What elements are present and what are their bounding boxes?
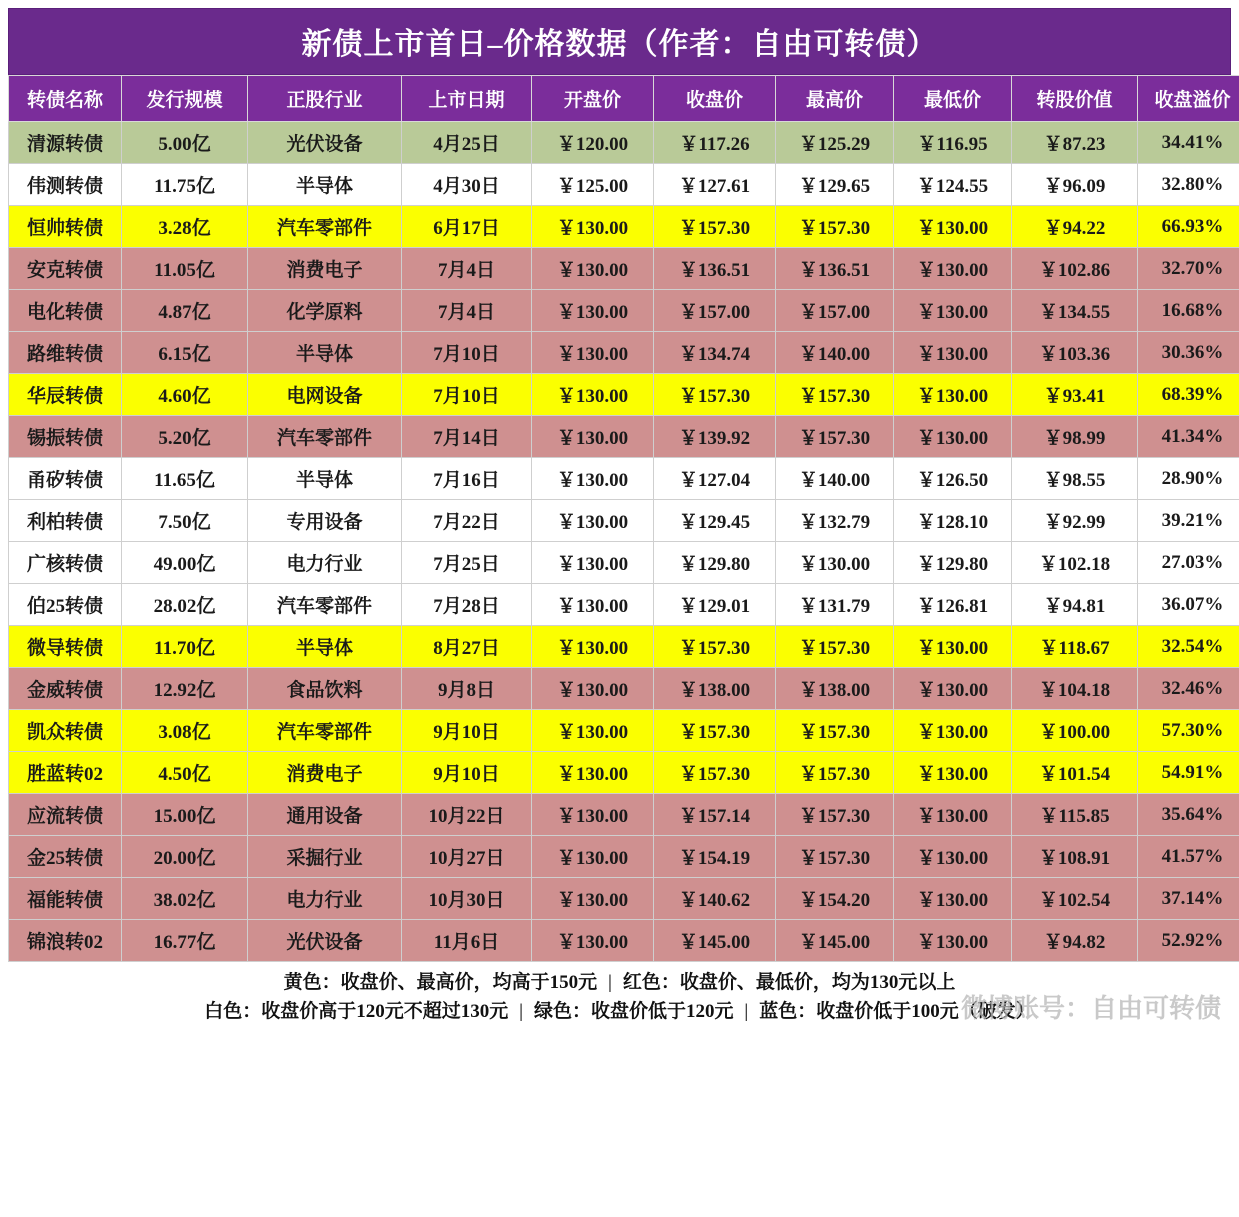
cell-open-price: ￥130.00	[532, 416, 654, 458]
cell-list-date: 7月16日	[402, 458, 532, 500]
page-title: 新债上市首日–价格数据（作者：自由可转债）	[8, 8, 1231, 75]
cell-close-price: ￥157.30	[654, 626, 776, 668]
cell-low-price: ￥130.00	[894, 626, 1012, 668]
cell-industry: 汽车零部件	[248, 206, 402, 248]
cell-list-date: 10月22日	[402, 794, 532, 836]
cell-high-price: ￥157.30	[776, 836, 894, 878]
cell-close-price: ￥157.30	[654, 206, 776, 248]
cell-list-date: 7月10日	[402, 374, 532, 416]
cell-bond-name: 伯25转债	[9, 584, 122, 626]
cell-list-date: 10月27日	[402, 836, 532, 878]
cell-close-price: ￥140.62	[654, 878, 776, 920]
cell-bond-name: 伟测转债	[9, 164, 122, 206]
cell-low-price: ￥126.50	[894, 458, 1012, 500]
cell-close-premium: 57.30%	[1138, 710, 1239, 752]
cell-open-price: ￥130.00	[532, 290, 654, 332]
column-header-low: 最低价	[894, 76, 1012, 122]
table-row	[9, 584, 1239, 626]
cell-industry: 汽车零部件	[248, 710, 402, 752]
cell-list-date: 10月30日	[402, 878, 532, 920]
cell-issue-scale: 5.00亿	[122, 122, 248, 164]
cell-list-date: 4月25日	[402, 122, 532, 164]
footnote-separator: |	[607, 972, 613, 993]
table-header	[9, 76, 1239, 122]
cell-list-date: 6月17日	[402, 206, 532, 248]
cell-close-price: ￥154.19	[654, 836, 776, 878]
cell-issue-scale: 3.28亿	[122, 206, 248, 248]
cell-close-price: ￥157.14	[654, 794, 776, 836]
cell-high-price: ￥157.30	[776, 752, 894, 794]
cell-close-price: ￥129.45	[654, 500, 776, 542]
cell-bond-name: 福能转债	[9, 878, 122, 920]
cell-bond-name: 胜蓝转02	[9, 752, 122, 794]
cell-conversion-value: ￥108.91	[1012, 836, 1138, 878]
cell-industry: 电力行业	[248, 542, 402, 584]
cell-low-price: ￥130.00	[894, 710, 1012, 752]
cell-close-premium: 52.92%	[1138, 920, 1239, 962]
cell-high-price: ￥131.79	[776, 584, 894, 626]
cell-industry: 半导体	[248, 626, 402, 668]
cell-low-price: ￥129.80	[894, 542, 1012, 584]
cell-high-price: ￥138.00	[776, 668, 894, 710]
cell-industry: 汽车零部件	[248, 416, 402, 458]
cell-open-price: ￥130.00	[532, 752, 654, 794]
cell-high-price: ￥157.30	[776, 710, 894, 752]
cell-industry: 电网设备	[248, 374, 402, 416]
cell-industry: 消费电子	[248, 752, 402, 794]
cell-high-price: ￥145.00	[776, 920, 894, 962]
cell-low-price: ￥130.00	[894, 836, 1012, 878]
cell-low-price: ￥130.00	[894, 332, 1012, 374]
footnote-line-1	[8, 968, 1231, 997]
column-header-name: 转债名称	[9, 76, 122, 122]
cell-close-premium: 32.80%	[1138, 164, 1239, 206]
cell-issue-scale: 7.50亿	[122, 500, 248, 542]
cell-high-price: ￥157.30	[776, 794, 894, 836]
cell-close-price: ￥134.74	[654, 332, 776, 374]
table-row	[9, 752, 1239, 794]
cell-list-date: 7月22日	[402, 500, 532, 542]
cell-bond-name: 清源转债	[9, 122, 122, 164]
cell-open-price: ￥130.00	[532, 374, 654, 416]
cell-high-price: ￥130.00	[776, 542, 894, 584]
cell-open-price: ￥130.00	[532, 332, 654, 374]
cell-list-date: 4月30日	[402, 164, 532, 206]
cell-open-price: ￥125.00	[532, 164, 654, 206]
cell-high-price: ￥140.00	[776, 458, 894, 500]
cell-low-price: ￥130.00	[894, 794, 1012, 836]
cell-close-price: ￥157.30	[654, 710, 776, 752]
cell-high-price: ￥154.20	[776, 878, 894, 920]
cell-close-price: ￥157.30	[654, 374, 776, 416]
cell-close-price: ￥139.92	[654, 416, 776, 458]
table-row	[9, 710, 1239, 752]
footnote-separator-2: |	[519, 1001, 524, 1023]
cell-close-premium: 36.07%	[1138, 584, 1239, 626]
cell-close-price: ￥117.26	[654, 122, 776, 164]
table-header-row	[9, 76, 1239, 122]
cell-conversion-value: ￥103.36	[1012, 332, 1138, 374]
cell-high-price: ￥157.30	[776, 416, 894, 458]
cell-list-date: 9月10日	[402, 752, 532, 794]
cell-conversion-value: ￥115.85	[1012, 794, 1138, 836]
bond-price-table	[8, 75, 1239, 962]
cell-bond-name: 应流转债	[9, 794, 122, 836]
cell-industry: 食品饮料	[248, 668, 402, 710]
cell-high-price: ￥157.30	[776, 206, 894, 248]
cell-conversion-value: ￥104.18	[1012, 668, 1138, 710]
cell-list-date: 9月10日	[402, 710, 532, 752]
cell-low-price: ￥130.00	[894, 248, 1012, 290]
cell-low-price: ￥130.00	[894, 920, 1012, 962]
cell-open-price: ￥130.00	[532, 500, 654, 542]
cell-low-price: ￥130.00	[894, 752, 1012, 794]
cell-high-price: ￥132.79	[776, 500, 894, 542]
cell-list-date: 11月6日	[402, 920, 532, 962]
cell-low-price: ￥130.00	[894, 206, 1012, 248]
cell-close-premium: 32.46%	[1138, 668, 1239, 710]
cell-low-price: ￥126.81	[894, 584, 1012, 626]
cell-bond-name: 金威转债	[9, 668, 122, 710]
cell-high-price: ￥157.00	[776, 290, 894, 332]
cell-issue-scale: 11.05亿	[122, 248, 248, 290]
cell-high-price: ￥157.30	[776, 626, 894, 668]
cell-conversion-value: ￥134.55	[1012, 290, 1138, 332]
cell-issue-scale: 11.70亿	[122, 626, 248, 668]
cell-conversion-value: ￥118.67	[1012, 626, 1138, 668]
cell-conversion-value: ￥94.81	[1012, 584, 1138, 626]
table-row	[9, 626, 1239, 668]
cell-close-premium: 30.36%	[1138, 332, 1239, 374]
table-row	[9, 542, 1239, 584]
cell-close-price: ￥157.00	[654, 290, 776, 332]
cell-issue-scale: 11.75亿	[122, 164, 248, 206]
cell-bond-name: 凯众转债	[9, 710, 122, 752]
cell-industry: 专用设备	[248, 500, 402, 542]
cell-industry: 通用设备	[248, 794, 402, 836]
cell-conversion-value: ￥98.55	[1012, 458, 1138, 500]
cell-conversion-value: ￥96.09	[1012, 164, 1138, 206]
cell-list-date: 9月8日	[402, 668, 532, 710]
table-row	[9, 836, 1239, 878]
cell-issue-scale: 4.87亿	[122, 290, 248, 332]
cell-close-premium: 16.68%	[1138, 290, 1239, 332]
cell-open-price: ￥130.00	[532, 542, 654, 584]
cell-close-premium: 68.39%	[1138, 374, 1239, 416]
cell-close-premium: 37.14%	[1138, 878, 1239, 920]
cell-conversion-value: ￥94.22	[1012, 206, 1138, 248]
footnote-separator-3: |	[744, 1001, 749, 1023]
cell-conversion-value: ￥98.99	[1012, 416, 1138, 458]
cell-high-price: ￥136.51	[776, 248, 894, 290]
cell-list-date: 7月25日	[402, 542, 532, 584]
cell-close-premium: 34.41%	[1138, 122, 1239, 164]
cell-issue-scale: 15.00亿	[122, 794, 248, 836]
cell-industry: 电力行业	[248, 878, 402, 920]
cell-industry: 采掘行业	[248, 836, 402, 878]
cell-low-price: ￥130.00	[894, 374, 1012, 416]
cell-conversion-value: ￥92.99	[1012, 500, 1138, 542]
cell-close-price: ￥127.04	[654, 458, 776, 500]
cell-issue-scale: 4.50亿	[122, 752, 248, 794]
cell-close-premium: 39.21%	[1138, 500, 1239, 542]
cell-high-price: ￥157.30	[776, 374, 894, 416]
cell-open-price: ￥130.00	[532, 206, 654, 248]
cell-low-price: ￥124.55	[894, 164, 1012, 206]
cell-low-price: ￥130.00	[894, 416, 1012, 458]
cell-conversion-value: ￥100.00	[1012, 710, 1138, 752]
cell-high-price: ￥125.29	[776, 122, 894, 164]
table-row	[9, 122, 1239, 164]
cell-bond-name: 恒帅转债	[9, 206, 122, 248]
table-row	[9, 878, 1239, 920]
cell-open-price: ￥130.00	[532, 836, 654, 878]
cell-conversion-value: ￥93.41	[1012, 374, 1138, 416]
cell-list-date: 8月27日	[402, 626, 532, 668]
footnote-green: 绿色：收盘价低于120元	[533, 1001, 734, 1023]
cell-list-date: 7月28日	[402, 584, 532, 626]
cell-conversion-value: ￥94.82	[1012, 920, 1138, 962]
cell-issue-scale: 20.00亿	[122, 836, 248, 878]
footnote-blue: 蓝色：收盘价低于100元（破发）	[759, 1001, 1035, 1023]
cell-open-price: ￥130.00	[532, 794, 654, 836]
cell-close-price: ￥129.01	[654, 584, 776, 626]
cell-industry: 光伏设备	[248, 122, 402, 164]
table-row	[9, 668, 1239, 710]
cell-open-price: ￥120.00	[532, 122, 654, 164]
cell-bond-name: 华辰转债	[9, 374, 122, 416]
cell-open-price: ￥130.00	[532, 710, 654, 752]
cell-low-price: ￥130.00	[894, 878, 1012, 920]
cell-industry: 半导体	[248, 458, 402, 500]
cell-issue-scale: 4.60亿	[122, 374, 248, 416]
cell-bond-name: 利柏转债	[9, 500, 122, 542]
cell-close-price: ￥136.51	[654, 248, 776, 290]
cell-open-price: ￥130.00	[532, 668, 654, 710]
cell-bond-name: 甬矽转债	[9, 458, 122, 500]
cell-close-premium: 41.34%	[1138, 416, 1239, 458]
cell-list-date: 7月14日	[402, 416, 532, 458]
cell-bond-name: 广核转债	[9, 542, 122, 584]
cell-conversion-value: ￥87.23	[1012, 122, 1138, 164]
cell-conversion-value: ￥102.54	[1012, 878, 1138, 920]
cell-bond-name: 电化转债	[9, 290, 122, 332]
cell-low-price: ￥130.00	[894, 290, 1012, 332]
cell-industry: 半导体	[248, 164, 402, 206]
cell-open-price: ￥130.00	[532, 920, 654, 962]
cell-close-premium: 32.70%	[1138, 248, 1239, 290]
cell-list-date: 7月4日	[402, 290, 532, 332]
table-row	[9, 500, 1239, 542]
table-row	[9, 332, 1239, 374]
table-row	[9, 164, 1239, 206]
cell-bond-name: 锦浪转02	[9, 920, 122, 962]
table-body	[9, 122, 1239, 962]
cell-close-premium: 41.57%	[1138, 836, 1239, 878]
cell-issue-scale: 38.02亿	[122, 878, 248, 920]
cell-issue-scale: 28.02亿	[122, 584, 248, 626]
cell-issue-scale: 6.15亿	[122, 332, 248, 374]
cell-high-price: ￥140.00	[776, 332, 894, 374]
footnote-line-2	[8, 997, 1231, 1026]
table-row	[9, 416, 1239, 458]
cell-issue-scale: 11.65亿	[122, 458, 248, 500]
table-row	[9, 374, 1239, 416]
cell-industry: 化学原料	[248, 290, 402, 332]
cell-bond-name: 路维转债	[9, 332, 122, 374]
cell-low-price: ￥130.00	[894, 668, 1012, 710]
column-header-scale: 发行规模	[122, 76, 248, 122]
cell-bond-name: 金25转债	[9, 836, 122, 878]
column-header-premium: 收盘溢价	[1138, 76, 1239, 122]
cell-conversion-value: ￥102.18	[1012, 542, 1138, 584]
cell-close-price: ￥129.80	[654, 542, 776, 584]
table-row	[9, 206, 1239, 248]
footnote-white: 白色：收盘价高于120元不超过130元	[204, 1001, 509, 1023]
footnotes	[8, 968, 1231, 1027]
cell-close-premium: 28.90%	[1138, 458, 1239, 500]
cell-high-price: ￥129.65	[776, 164, 894, 206]
cell-industry: 光伏设备	[248, 920, 402, 962]
cell-industry: 半导体	[248, 332, 402, 374]
cell-close-price: ￥157.30	[654, 752, 776, 794]
cell-close-premium: 54.91%	[1138, 752, 1239, 794]
cell-list-date: 7月4日	[402, 248, 532, 290]
cell-low-price: ￥128.10	[894, 500, 1012, 542]
cell-conversion-value: ￥102.86	[1012, 248, 1138, 290]
cell-close-premium: 35.64%	[1138, 794, 1239, 836]
cell-list-date: 7月10日	[402, 332, 532, 374]
column-header-convvalue: 转股价值	[1012, 76, 1138, 122]
cell-issue-scale: 5.20亿	[122, 416, 248, 458]
table-row	[9, 290, 1239, 332]
column-header-close: 收盘价	[654, 76, 776, 122]
cell-close-price: ￥127.61	[654, 164, 776, 206]
cell-issue-scale: 12.92亿	[122, 668, 248, 710]
cell-close-premium: 27.03%	[1138, 542, 1239, 584]
cell-conversion-value: ￥101.54	[1012, 752, 1138, 794]
column-header-listdate: 上市日期	[402, 76, 532, 122]
cell-close-premium: 66.93%	[1138, 206, 1239, 248]
watermark: 微博账号：自由可转债	[960, 993, 1221, 1023]
cell-issue-scale: 3.08亿	[122, 710, 248, 752]
table-row	[9, 794, 1239, 836]
column-header-high: 最高价	[776, 76, 894, 122]
cell-close-price: ￥145.00	[654, 920, 776, 962]
cell-open-price: ￥130.00	[532, 626, 654, 668]
cell-issue-scale: 16.77亿	[122, 920, 248, 962]
cell-open-price: ￥130.00	[532, 248, 654, 290]
cell-open-price: ￥130.00	[532, 584, 654, 626]
column-header-industry: 正股行业	[248, 76, 402, 122]
cell-bond-name: 安克转债	[9, 248, 122, 290]
cell-bond-name: 微导转债	[9, 626, 122, 668]
footnote-yellow: 黄色：收盘价、最高价，均高于150元	[283, 972, 598, 993]
cell-industry: 汽车零部件	[248, 584, 402, 626]
cell-issue-scale: 49.00亿	[122, 542, 248, 584]
cell-low-price: ￥116.95	[894, 122, 1012, 164]
table-row	[9, 458, 1239, 500]
cell-industry: 消费电子	[248, 248, 402, 290]
cell-bond-name: 锡振转债	[9, 416, 122, 458]
cell-close-price: ￥138.00	[654, 668, 776, 710]
table-row	[9, 248, 1239, 290]
column-header-open: 开盘价	[532, 76, 654, 122]
cell-open-price: ￥130.00	[532, 878, 654, 920]
cell-close-premium: 32.54%	[1138, 626, 1239, 668]
cell-open-price: ￥130.00	[532, 458, 654, 500]
table-row	[9, 920, 1239, 962]
footnote-red: 红色：收盘价、最低价，均为130元以上	[622, 972, 956, 993]
